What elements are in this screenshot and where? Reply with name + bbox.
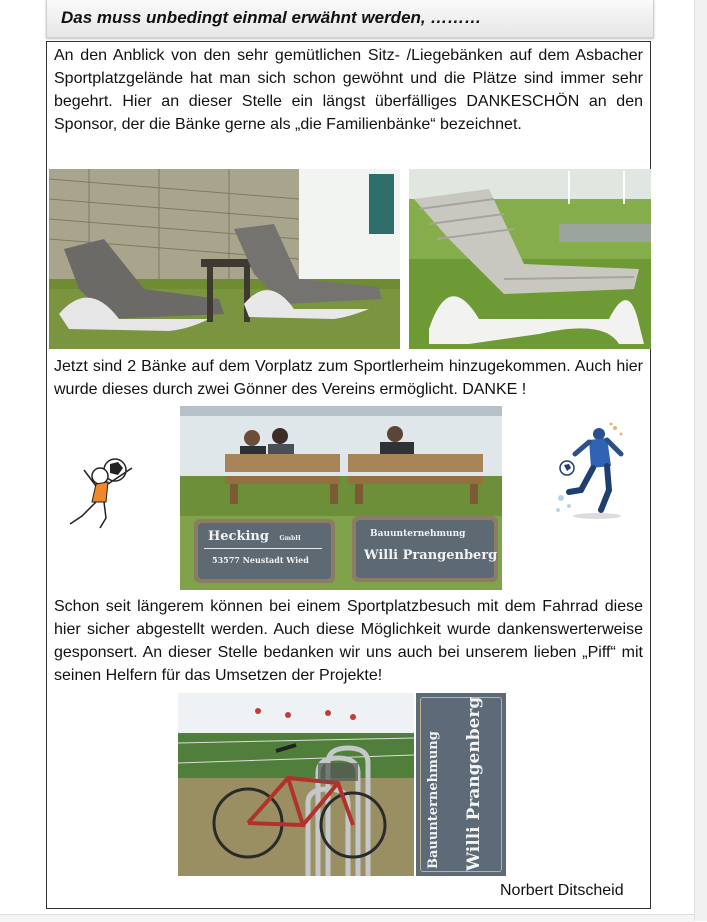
plaque-prangenberg-line2: Willi Prangenberg (364, 548, 498, 563)
plaque-prangenberg (352, 516, 498, 582)
photo-lounger-benches-pair (49, 169, 400, 349)
sign-line1: Bauunternehmung (426, 731, 441, 869)
paragraph-family-benches: An den Anblick von den sehr gemütlichen Sitz- /Liegebänken auf dem Asbacher Sportplatzgelände hat man sich schon gewöhnt und die Plätze sind immer sehr begehrt. Hier an dieser Stelle ein längst überfälliges DANKESCHÖN an den Sponsor, der die Bänke gerne als „die Familienbänke“ bezeichnet. (54, 47, 643, 133)
section-header (46, 0, 654, 38)
plaque-hecking-suffix: GmbH (279, 535, 301, 542)
plaque-hecking (194, 519, 335, 583)
photo-lounger-bench-single (409, 169, 651, 349)
author-signature: Norbert Ditscheid (500, 882, 624, 899)
page-title: Das muss unbedingt einmal erwähnt werden, ……… (61, 8, 482, 27)
photo-bike-rack (178, 693, 414, 876)
paragraph-new-benches: Jetzt sind 2 Bänke auf dem Vorplatz zum Sportlerheim hinzugekommen. Auch hier wurde dieses durch zwei Gönner des Vereins ermöglicht. DANKE ! (54, 358, 643, 398)
sign-line2: Willi Prangenberg (464, 696, 484, 871)
photo-benches-with-plaques (180, 406, 502, 590)
plaque-hecking-address: 53577 Neustadt Wied (212, 555, 309, 565)
cartoon-kid-football-illustration (60, 458, 142, 534)
plaque-hecking-name: Hecking (208, 529, 269, 544)
paragraph-bike-racks: Schon seit längerem können bei einem Sportplatzbesuch mit dem Fahrrad diese hier sicher abgestellt werden. Auch diese Möglichkeit wurde dankenswerterweise gesponsert. An dieser Stelle bedanken wir uns auch bei unserem lieben „Piff“ mit seinen Helfern für das Umsetzen der Projekte! (54, 598, 643, 684)
footballer-illustration (553, 420, 633, 520)
photo-sign-prangenberg-vertical (416, 693, 506, 876)
plaque-prangenberg-line1: Bauunternehmung (370, 529, 466, 539)
vertical-scrollbar[interactable] (694, 0, 707, 921)
